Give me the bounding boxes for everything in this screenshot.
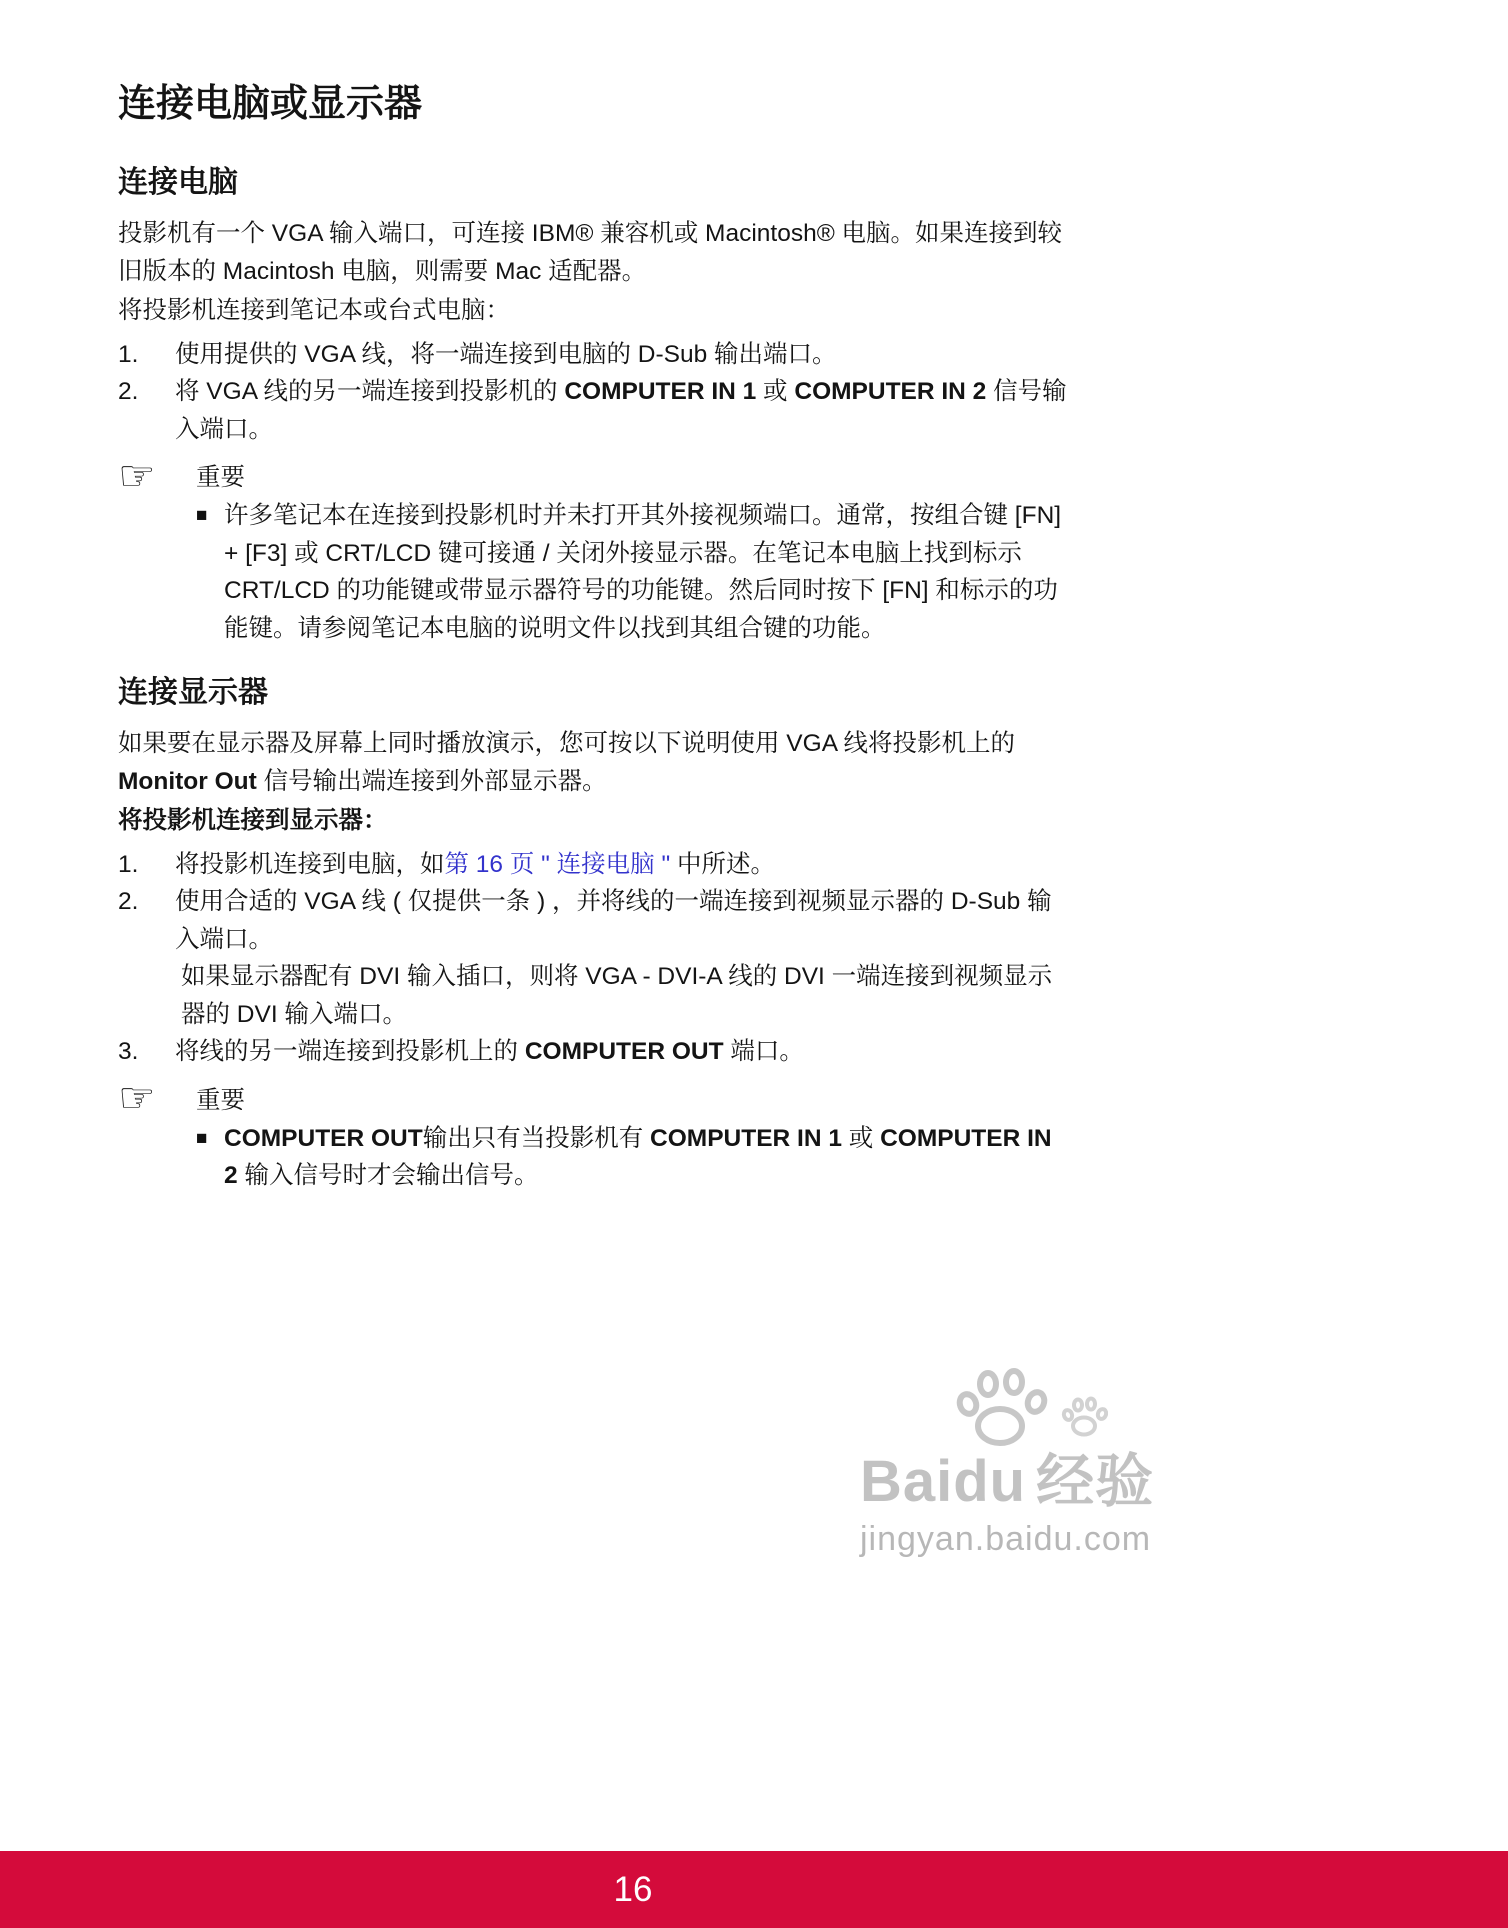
text-segment: 将投影机连接到电脑，如	[175, 850, 445, 878]
footer-bar	[0, 1851, 1508, 1928]
list-item-text	[175, 336, 1070, 374]
note-text	[224, 497, 1070, 647]
text-segment: 信号输入端口。	[175, 378, 1067, 443]
list-item-text-group	[175, 883, 1070, 1033]
important-header	[118, 451, 1070, 499]
paw-print-small-icon	[1060, 1396, 1108, 1440]
lead-paragraph	[118, 802, 1070, 840]
text-segment: 将线的另一端连接到投影机上的	[175, 1038, 525, 1065]
page-number: 16	[613, 1869, 653, 1909]
text-segment: 如果要在显示器及屏幕上同时播放演示，您可按以下说明使用 VGA 线将投影机上的	[118, 730, 1015, 757]
text-segment: 信号输出端连接到外部显示器。	[256, 767, 607, 795]
list-item	[118, 883, 1070, 1033]
paw-print-icon	[952, 1368, 1048, 1452]
text-segment: 将投影机连接到笔记本或台式电脑：	[118, 297, 510, 324]
steps-list-connect-monitor	[118, 846, 1070, 1071]
list-item-text	[175, 883, 1070, 958]
text-segment: 将投影机连接到显示器：	[118, 807, 388, 834]
list-item	[118, 373, 1070, 448]
text-segment: COMPUTER IN 2	[224, 1124, 1052, 1189]
list-item-extra-text	[181, 958, 1070, 1033]
list-item	[118, 336, 1070, 374]
watermark-paw-area	[860, 1368, 1160, 1452]
text-segment: 使用合适的 VGA 线 ( 仅提供一条 ) ，并将线的一端连接到视频显示器的 D-Sub 输入端口。	[175, 888, 1052, 953]
text-segment: 中所述。	[670, 850, 775, 878]
important-label: 重要	[196, 1086, 245, 1114]
watermark-logo-latin: Baidu	[860, 1449, 1027, 1514]
steps-list-connect-computer	[118, 336, 1070, 449]
intro-paragraph	[118, 215, 1070, 290]
text-segment: 投影机有一个 VGA 输入端口，可连接 IBM® 兼容机或 Macintosh® 电脑。如果连接到较旧版本的 Macintosh 电脑，则需要 Mac 适配器。	[118, 220, 1063, 285]
important-note	[196, 1120, 1070, 1195]
text-segment: 端口。	[723, 1038, 804, 1065]
baidu-jingyan-watermark	[860, 1368, 1160, 1559]
list-number: 1.	[118, 850, 139, 878]
watermark-url: jingyan.baidu.com	[860, 1520, 1152, 1558]
lead-paragraph	[118, 292, 1070, 330]
text-segment: 或	[756, 378, 795, 405]
watermark-logo	[860, 1449, 1160, 1514]
text-segment: 输入信号时才会输出信号。	[237, 1162, 539, 1189]
list-number: 2.	[118, 888, 139, 915]
list-item-text	[175, 846, 1070, 884]
text-segment: 输出只有当投影机有	[422, 1124, 651, 1152]
list-number: 1.	[118, 340, 139, 368]
page-title: 连接电脑或显示器	[118, 83, 423, 125]
intro-paragraph	[118, 725, 1070, 800]
important-label: 重要	[196, 464, 245, 491]
text-segment: 使用提供的 VGA 线，将一端连接到电脑的 D-Sub 输出端口。	[175, 340, 837, 368]
list-item-text	[175, 1033, 1070, 1071]
text-segment: COMPUTER OUT	[524, 1038, 724, 1065]
text-segment: 许多笔记本在连接到投影机时并未打开其外接视频端口。通常，按组合键 [FN] + [F3] 或 CRT/LCD 键可接通 / 关闭外接显示器。在笔记本电脑上找到标示 CRT/LCD 的功能键或带显示器符号的功能键。然后同时按下 [FN] 和标示的功能键。请参阅笔记本电脑的说明文件以找到其组合键的功能。	[224, 502, 1062, 642]
text-segment: 或	[841, 1124, 881, 1152]
text-segment: COMPUTER OUT	[224, 1124, 423, 1152]
text-segment: COMPUTER IN 1	[650, 1124, 842, 1152]
note-text	[224, 1120, 1070, 1195]
important-header	[118, 1074, 1070, 1121]
list-number: 3.	[118, 1038, 139, 1065]
watermark-logo-cn: 经验	[1036, 1449, 1155, 1514]
square-bullet-icon: ■	[196, 505, 208, 526]
text-segment: COMPUTER IN 2	[794, 378, 987, 405]
text-segment: 如果显示器配有 DVI 输入插口，则将 VGA - DVI-A 线的 DVI 一端连接到视频显示器的 DVI 输入端口。	[181, 963, 1053, 1028]
list-item	[118, 1033, 1070, 1071]
important-note	[196, 497, 1070, 647]
pointing-hand-icon: ☞	[118, 451, 156, 499]
list-item	[118, 846, 1070, 884]
pointing-hand-icon: ☞	[118, 1074, 156, 1121]
list-item-text	[175, 373, 1070, 448]
document-page	[118, 0, 1070, 1197]
section-heading-connect-computer: 连接电脑	[118, 166, 238, 199]
text-segment: COMPUTER IN 1	[564, 378, 757, 405]
text-segment: Monitor Out	[118, 767, 257, 795]
cross-reference-link[interactable]: 第 16 页 " 连接电脑 "	[444, 850, 671, 878]
list-number: 2.	[118, 378, 139, 405]
text-segment: 将 VGA 线的另一端连接到投影机的	[175, 378, 565, 405]
section-heading-connect-monitor: 连接显示器	[118, 676, 268, 709]
square-bullet-icon: ■	[196, 1127, 208, 1149]
